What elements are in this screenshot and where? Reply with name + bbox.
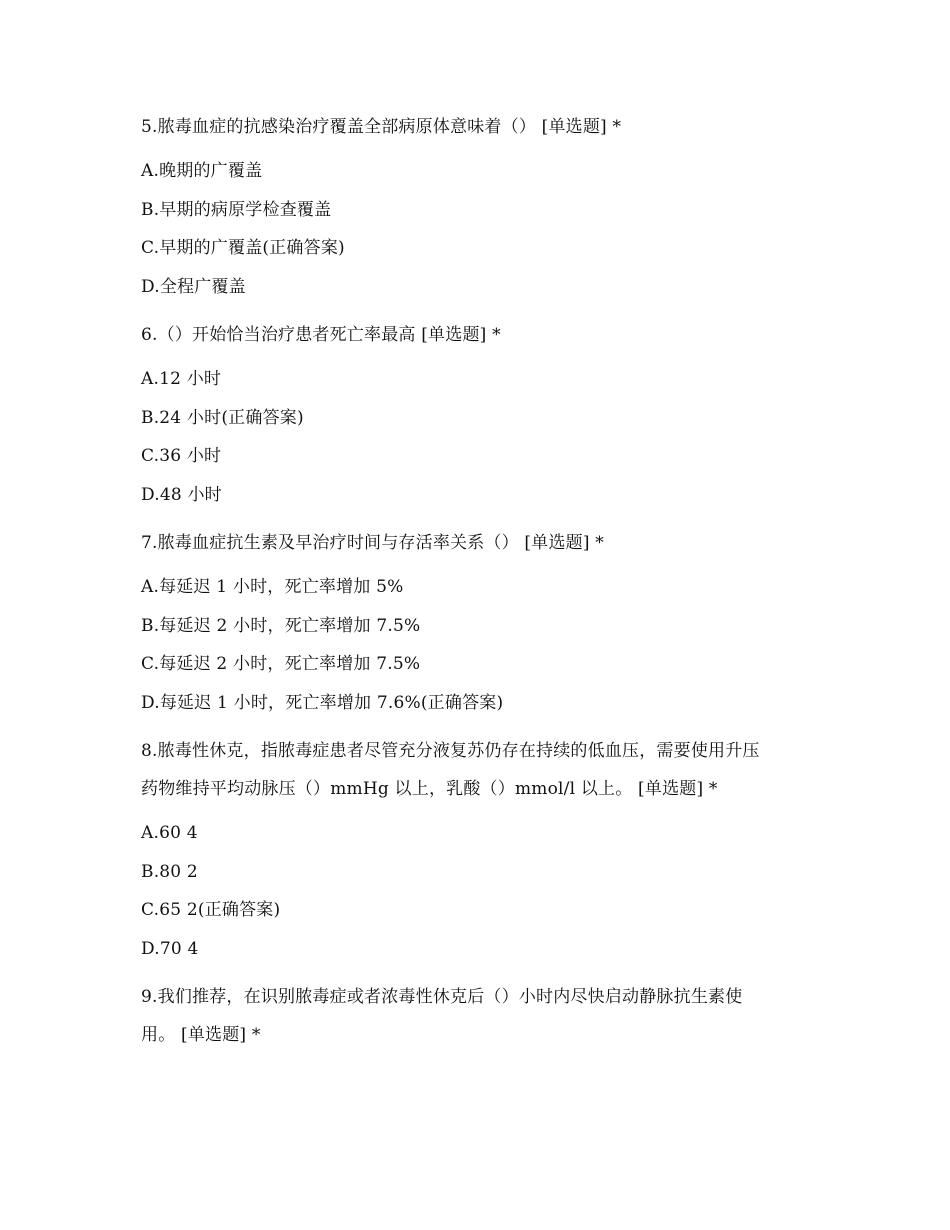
option-a: A.12 小时 [141, 369, 222, 389]
option-a: A.每延迟 1 小时，死亡率增加 5% [141, 577, 404, 597]
question-title: 7.脓毒血症抗生素及早治疗时间与存活率关系（） [单选题] * [141, 533, 604, 553]
question-title [141, 732, 821, 808]
question-6 [141, 316, 821, 514]
option-c: C.每延迟 2 小时，死亡率增加 7.5% [141, 654, 421, 674]
option-b: B.每延迟 2 小时，死亡率增加 7.5% [141, 615, 421, 636]
question-title-line-1: 8.脓毒性休克，指脓毒症患者尽管充分液复苏仍存在持续的低血压，需要使用升压 [141, 741, 760, 761]
option-c: C.早期的广覆盖(正确答案) [141, 238, 345, 258]
question-7 [141, 524, 821, 722]
question-title [141, 978, 821, 1054]
question-8 [141, 732, 821, 968]
option-c: C.36 小时 [141, 446, 222, 466]
option-a: A.晚期的广覆盖 [141, 161, 263, 181]
questionnaire-page [141, 108, 821, 1064]
option-d: D.70 4 [141, 938, 199, 959]
option-a: A.60 4 [141, 823, 198, 843]
question-title-line-1: 9.我们推荐，在识别脓毒症或者浓毒性休克后（）小时内尽快启动静脉抗生素使 [141, 987, 743, 1007]
question-title: 6.（）开始恰当治疗患者死亡率最高 [单选题] * [141, 325, 501, 345]
question-9 [141, 978, 821, 1054]
option-c: C.65 2(正确答案) [141, 900, 281, 920]
question-title-line-2: 用。 [单选题] * [141, 1025, 261, 1045]
option-b: B.24 小时(正确答案) [141, 407, 304, 428]
option-b: B.80 2 [141, 861, 198, 882]
option-d: D.全程广覆盖 [141, 276, 246, 297]
question-title-line-2: 药物维持平均动脉压（）mmHg 以上，乳酸（）mmol/l 以上。 [单选题] * [141, 779, 718, 799]
question-title: 5.脓毒血症的抗感染治疗覆盖全部病原体意味着（） [单选题] * [141, 117, 622, 137]
option-b: B.早期的病原学检查覆盖 [141, 199, 332, 220]
option-d: D.48 小时 [141, 484, 222, 505]
option-d: D.每延迟 1 小时，死亡率增加 7.6%(正确答案) [141, 692, 504, 713]
question-5 [141, 108, 821, 306]
